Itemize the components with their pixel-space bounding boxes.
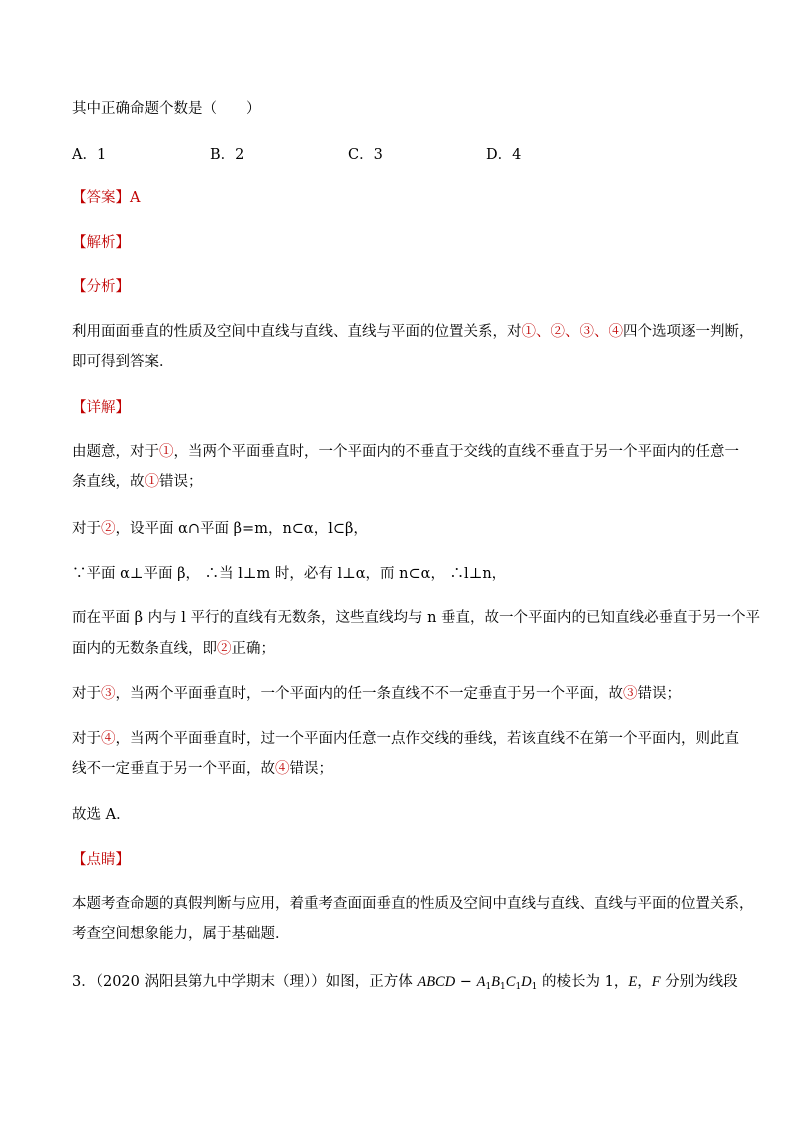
- option-b: B．2: [210, 147, 245, 163]
- detail-text: 错误；: [289, 761, 333, 777]
- math-var: F: [651, 974, 661, 990]
- math-var: E: [628, 974, 638, 990]
- question-stem: 其中正确命题个数是（ ）: [72, 101, 261, 117]
- fenxi-circled-refs: ①、②、③、④: [521, 324, 623, 340]
- math-subscript: 1: [485, 982, 492, 992]
- dianjing-heading: 【点睛】: [72, 852, 130, 868]
- detail-p4-line: [72, 684, 681, 704]
- detail-text: 面内的无数条直线，即: [72, 641, 217, 657]
- detail-text: 条直线，故: [72, 474, 145, 490]
- question-text: 分别为线段: [660, 974, 738, 990]
- fenxi-heading: 【分析】: [72, 279, 130, 295]
- detail-text: ，当两个平面垂直时，过一个平面内任意一点作交线的垂线，若该直线不在第一个平面内，则此直: [115, 731, 739, 747]
- circled-ref-1: ①: [159, 444, 174, 460]
- detail-text: ，当两个平面垂直时，一个平面内的不垂直于交线的直线不垂直于另一个平面内的任意一: [173, 444, 739, 460]
- option-d: D．4: [486, 147, 522, 163]
- detail-p2-line-2: ∵平面 α⊥平面 β， ∴当 l⊥m 时，必有 l⊥α，而 n⊂α， ∴l⊥n，: [72, 566, 507, 582]
- detail-p5-line-2: [72, 759, 333, 779]
- answer-line: [72, 188, 140, 208]
- fenxi-text-b: 四个选项逐一判断，: [623, 324, 754, 340]
- circled-ref-2: ②: [101, 521, 116, 537]
- math-op: −: [455, 974, 477, 990]
- circled-ref-1: ①: [144, 474, 159, 490]
- xiangjie-heading: 【详解】: [72, 400, 130, 416]
- detail-text: 线不一定垂直于另一个平面，故: [72, 761, 275, 777]
- detail-text: 错误；: [637, 686, 681, 702]
- circled-ref-3: ③: [623, 686, 638, 702]
- question-text: 的棱长为 1，: [537, 974, 629, 990]
- detail-text: ，当两个平面垂直时，一个平面内的任一条直线不不一定垂直于另一个平面，故: [115, 686, 623, 702]
- dianjing-line-1: 本题考查命题的真假判断与应用，着重考查面面垂直的性质及空间中直线与直线、直线与平面的位置关系，: [72, 896, 754, 912]
- dianjing-line-2: 考查空间想象能力，属于基础题．: [72, 926, 290, 942]
- math-subscript: 1: [500, 982, 506, 992]
- detail-text: ，设平面 α∩平面 β=m，n⊂α，l⊂β，: [115, 521, 368, 537]
- detail-p2-line-1: [72, 519, 368, 539]
- math-var: A: [476, 974, 486, 990]
- fenxi-text-a: 利用面面垂直的性质及空间中直线与直线、直线与平面的位置关系，对: [72, 324, 522, 340]
- detail-text: 对于: [72, 731, 101, 747]
- detail-text: 错误；: [159, 474, 203, 490]
- option-c: C．3: [348, 147, 383, 163]
- answer-value: A: [130, 190, 141, 206]
- detail-text: 正确；: [231, 641, 275, 657]
- circled-ref-4: ④: [275, 761, 290, 777]
- detail-p5-line-1: [72, 729, 739, 749]
- detail-p1-line-2: [72, 472, 203, 492]
- detail-p3-line-1: 而在平面 β 内与 l 平行的直线有无数条，这些直线均与 n 垂直，故一个平面内的已知直线必垂直于另一个平: [72, 610, 761, 626]
- detail-text: 对于: [72, 686, 101, 702]
- circled-ref-2: ②: [217, 641, 232, 657]
- detail-conclusion: 故选 A．: [72, 807, 131, 823]
- detail-text: 由题意，对于: [72, 444, 159, 460]
- math-var: C: [505, 974, 516, 990]
- option-a: A．1: [72, 147, 107, 163]
- math-var: ABCD: [417, 974, 456, 990]
- math-subscript: 1: [515, 982, 522, 992]
- question-text: ，: [637, 974, 652, 990]
- fenxi-line-1: [72, 322, 754, 342]
- detail-p1-line-1: [72, 442, 739, 462]
- math-subscript: 1: [531, 982, 538, 992]
- detail-text: 对于: [72, 521, 101, 537]
- next-question-line: [72, 972, 738, 997]
- answer-heading: 【答案】: [72, 190, 130, 206]
- circled-ref-3: ③: [101, 686, 116, 702]
- jiexi-heading: 【解析】: [72, 235, 130, 251]
- math-var: D: [521, 974, 532, 990]
- math-var: B: [491, 974, 501, 990]
- question-text: 3．（2020 涡阳县第九中学期末（理））如图，正方体: [72, 974, 418, 990]
- fenxi-line-2: 即可得到答案．: [72, 354, 174, 370]
- detail-p3-line-2: [72, 639, 275, 659]
- circled-ref-4: ④: [101, 731, 116, 747]
